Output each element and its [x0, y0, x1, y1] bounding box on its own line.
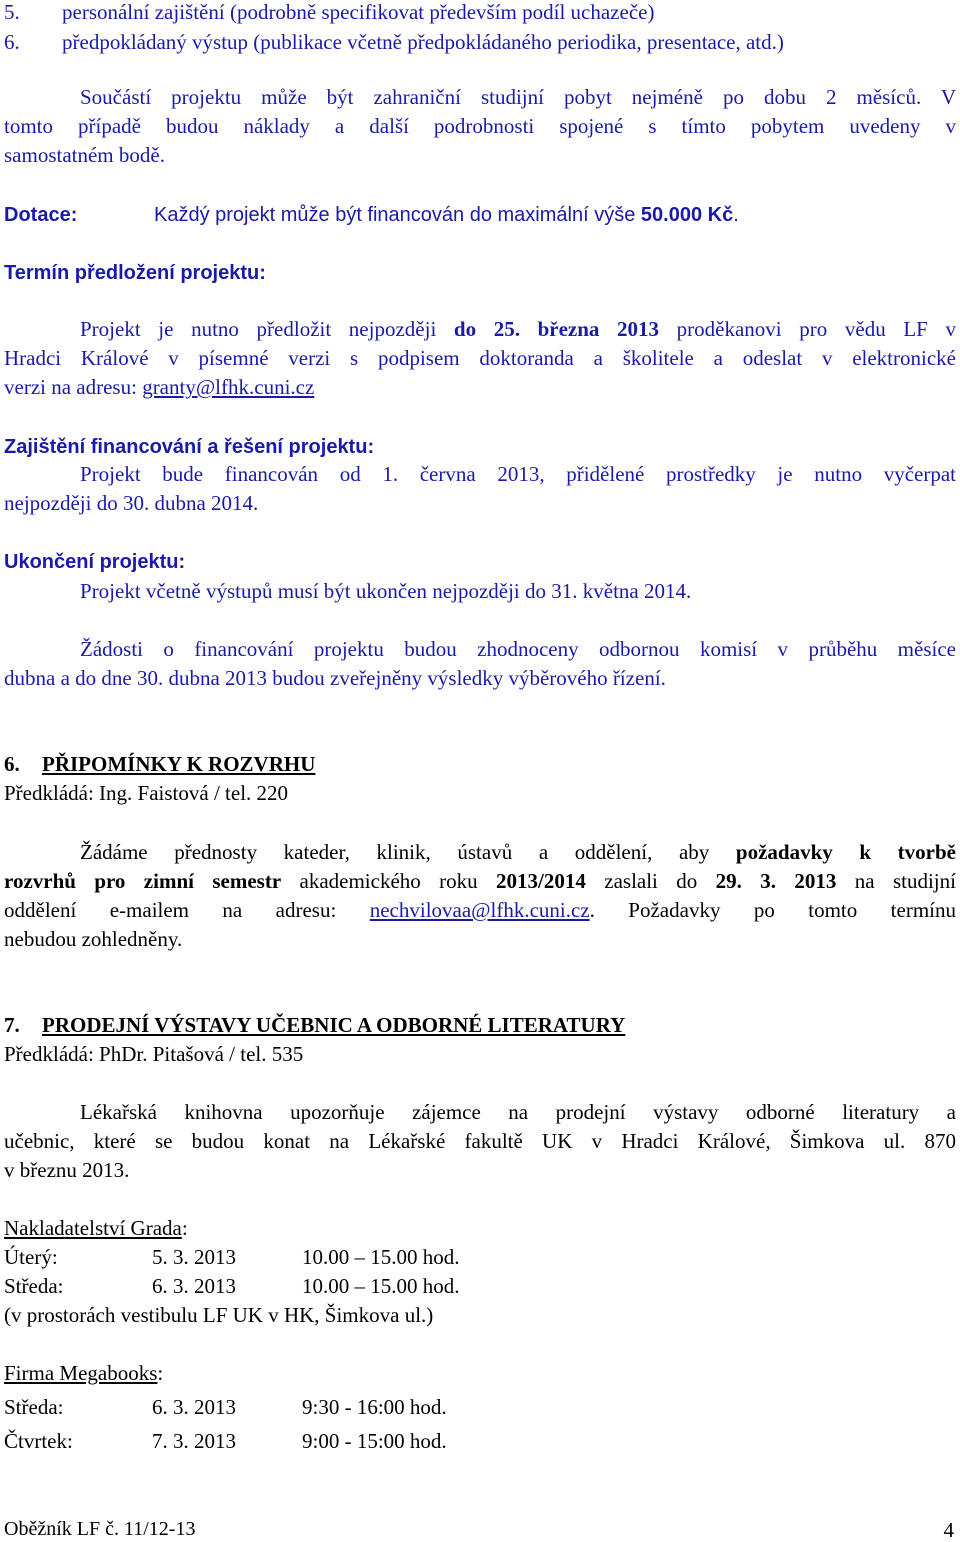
- list-item-6: [4, 30, 784, 54]
- dotace-amount: 50.000 Kč: [640, 204, 734, 226]
- termin-text: Projekt je nutno předložit nejpozději: [80, 317, 454, 341]
- time: 9:00 - 15:00 hod.: [302, 1429, 447, 1453]
- termin-heading: Termín předložení projektu:: [4, 262, 266, 284]
- zadosti-line-1: Žádosti o financování projektu budou zhodnoceny odbornou komisí v průběhu měsíce: [80, 637, 956, 661]
- body-text: na studijní: [836, 869, 956, 893]
- day: Středa:: [4, 1274, 64, 1298]
- ukonceni-heading: Ukončení projektu:: [4, 551, 186, 573]
- section-6-line-1: [4, 840, 956, 864]
- body-text: . Požadavky po tomto termínu: [589, 898, 956, 922]
- abroad-line-1: Součástí projektu může být zahraniční studijní pobyt nejméně po dobu 2 měsíců. V: [80, 85, 956, 109]
- section-6-presenter: Předkládá: Ing. Faistová / tel. 220: [4, 781, 289, 805]
- date: 6. 3. 2013: [152, 1274, 236, 1298]
- abroad-line-2: tomto případě budou náklady a další podrobnosti spojené s tímto pobytem uvedeny v: [4, 114, 956, 138]
- termin-line-1: [4, 317, 956, 341]
- emphasis: 2013/2014: [496, 869, 586, 893]
- section-6-line-3: [4, 898, 956, 922]
- list-number: 5.: [4, 0, 20, 24]
- section-7-heading: [4, 1013, 626, 1037]
- page-number: 4: [943, 1518, 954, 1542]
- zajisteni-line-1: Projekt bude financován od 1. června 2013, přidělené prostředky je nutno vyčerpat: [80, 462, 956, 486]
- megabooks-title: Firma Megabooks: [4, 1361, 158, 1385]
- body-text: Žádáme přednosty kateder, klinik, ústavů a oddělení, aby: [80, 840, 736, 864]
- granty-email-link[interactable]: granty@lfhk.cuni.cz: [142, 375, 315, 399]
- grada-row: [4, 1245, 704, 1269]
- list-text: předpokládaný výstup (publikace včetně předpokládaného periodika, presentace, atd.): [62, 30, 784, 54]
- day: Středa:: [4, 1395, 64, 1419]
- megabooks-row: [4, 1429, 704, 1453]
- day: Čtvrtek:: [4, 1429, 73, 1453]
- dotace-row: [4, 203, 739, 227]
- time: 9:30 - 16:00 hod.: [302, 1395, 447, 1419]
- emphasis: rozvrhů pro zimní semestr: [4, 869, 282, 893]
- grada-row: [4, 1274, 704, 1298]
- footer-title: Oběžník LF č. 11/12-13: [4, 1518, 196, 1540]
- zadosti-line-2: dubna a do dne 30. dubna 2013 budou zveřejněny výsledky výběrového řízení.: [4, 666, 666, 690]
- section-number: 6.: [4, 752, 20, 776]
- section-6-line-2: [4, 869, 956, 893]
- emphasis: požadavky k tvorbě: [735, 840, 956, 864]
- termin-text: proděkanovi pro vědu LF v: [659, 317, 956, 341]
- grada-note: (v prostorách vestibulu LF UK v HK, Šimkova ul.): [4, 1303, 434, 1327]
- date: 6. 3. 2013: [152, 1395, 236, 1419]
- termin-line-2: Hradci Králové v písemné verzi s podpisem doktoranda a školitele a odeslat v elektronické: [4, 346, 956, 370]
- section-7-line-3: v březnu 2013.: [4, 1158, 130, 1182]
- section-6-line-4: nebudou zohledněny.: [4, 927, 183, 951]
- dotace-text: [154, 203, 739, 227]
- section-6-heading: [4, 752, 316, 776]
- list-item-5: [4, 0, 655, 24]
- grada-heading: [4, 1216, 188, 1240]
- emphasis: 29. 3. 2013: [715, 869, 837, 893]
- section-7-line-2: učebnic, které se budou konat na Lékařské fakultě UK v Hradci Králové, Šimkova ul. 870: [4, 1129, 956, 1153]
- megabooks-row: [4, 1395, 704, 1419]
- section-number: 7.: [4, 1013, 20, 1037]
- nechvilova-email-link[interactable]: nechvilovaa@lfhk.cuni.cz: [369, 898, 590, 922]
- termin-deadline: do 25. března 2013: [453, 317, 660, 341]
- dotace-end: .: [733, 204, 739, 226]
- date: 7. 3. 2013: [152, 1429, 236, 1453]
- list-number: 6.: [4, 30, 20, 54]
- ukonceni-line-1: Projekt včetně výstupů musí být ukončen nejpozději do 31. května 2014.: [80, 579, 692, 603]
- termin-line-3: [4, 375, 314, 399]
- megabooks-heading: [4, 1361, 163, 1385]
- grada-title: Nakladatelství Grada: [4, 1216, 182, 1240]
- time: 10.00 – 15.00 hod.: [302, 1245, 460, 1269]
- zajisteni-line-2: nejpozději do 30. dubna 2014.: [4, 491, 259, 515]
- section-title: PRODEJNÍ VÝSTAVY UČEBNIC A ODBORNÉ LITERATURY: [42, 1013, 626, 1037]
- dotace-body: Každý projekt může být financován do maximální výše: [154, 204, 641, 226]
- body-text: akademického roku: [281, 869, 497, 893]
- section-7-presenter: Předkládá: PhDr. Pitašová / tel. 535: [4, 1042, 304, 1066]
- body-text: zaslali do: [585, 869, 716, 893]
- zajisteni-heading: Zajištění financování a řešení projektu:: [4, 436, 375, 458]
- dotace-label: Dotace:: [4, 204, 78, 226]
- section-title: PŘIPOMÍNKY K ROZVRHU: [42, 752, 316, 776]
- section-7-line-1: Lékařská knihovna upozorňuje zájemce na prodejní výstavy odborné literatury a: [80, 1100, 956, 1124]
- list-text: personální zajištění (podrobně specifikovat především podíl uchazeče): [62, 0, 655, 24]
- termin-text: verzi na adresu:: [4, 375, 143, 399]
- colon: :: [181, 1216, 188, 1240]
- date: 5. 3. 2013: [152, 1245, 236, 1269]
- body-text: oddělení e-mailem na adresu:: [4, 898, 370, 922]
- abroad-line-3: samostatném bodě.: [4, 143, 165, 167]
- day: Úterý:: [4, 1245, 58, 1269]
- time: 10.00 – 15.00 hod.: [302, 1274, 460, 1298]
- colon: :: [157, 1361, 164, 1385]
